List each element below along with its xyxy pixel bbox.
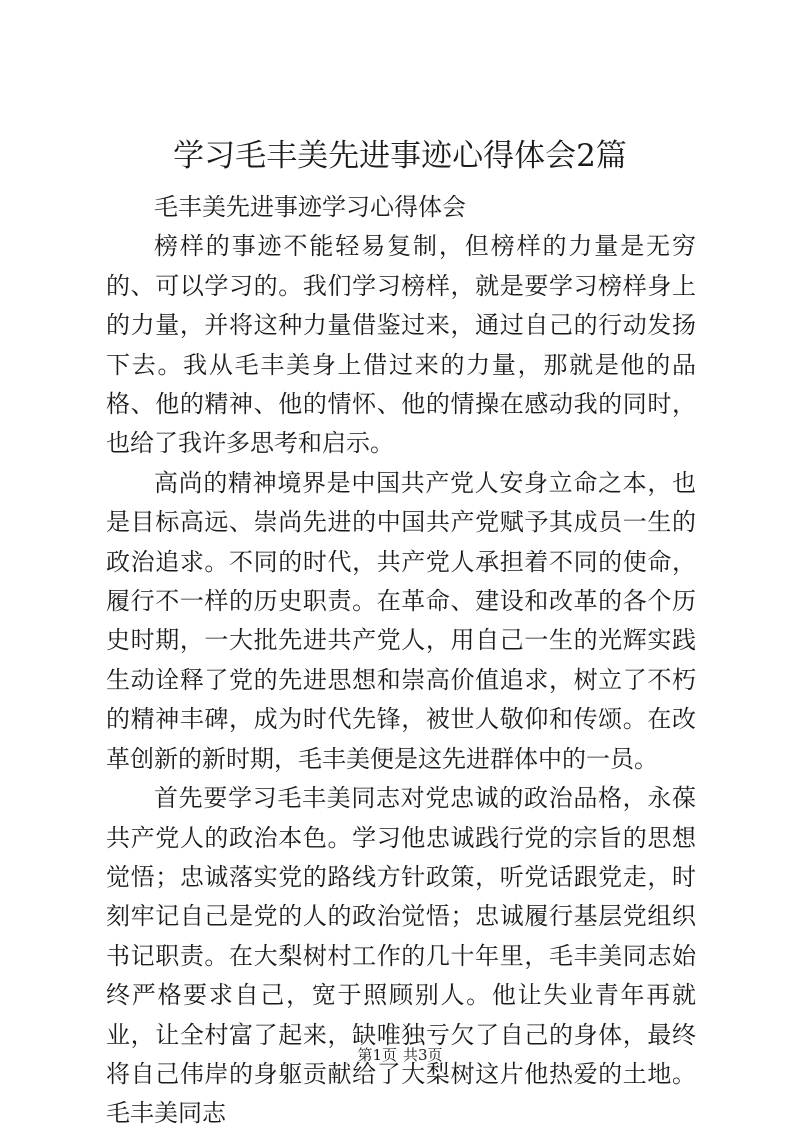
page-total: 共3页 (403, 1046, 443, 1064)
document-subtitle: 毛丰美先进事迹学习心得体会 (154, 193, 466, 221)
body-paragraph: 高尚的精神境界是中国共产党人安身立命之本，也是目标高远、崇尚先进的中国共产党赋予其成员一生的政治追求。不同的时代，共产党人承担着不同的使命，履行不一样的历史职责。在革命、建设和改革的各个历史时期，一大批先进共产党人，用自己一生的光辉实践生动诠释了党的先进思想和崇高价值追求，树立了不朽的精神丰碑，成为时代先锋，被世人敬仰和传颂。在改革创新的新时期，毛丰美便是这先进群体中的一员。 (106, 468, 696, 773)
body-paragraph: 榜样的事迹不能轻易复制，但榜样的力量是无穷的、可以学习的。我们学习榜样，就是要学习榜样身上的力量，并将这种力量借鉴过来，通过自己的行动发扬下去。我从毛丰美身上借过来的力量，那就是他的品格、他的精神、他的情怀、他的情操在感动我的同时，也给了我许多思考和启示。 (106, 232, 696, 458)
page-number: 第1页 (357, 1046, 397, 1064)
document-body (106, 188, 696, 1134)
document-title: 学习毛丰美先进事迹心得体会2篇 (173, 138, 627, 174)
body-paragraph: 首先要学习毛丰美同志对党忠诚的政治品格，永葆共产党人的政治本色。学习他忠诚践行党的宗旨的思想觉悟；忠诚落实党的路线方针政策，听党话跟党走，时刻牢记自己是党的人的政治觉悟；忠诚履行基层党组织书记职责。在大梨树村工作的几十年里，毛丰美同志始终严格要求自己，宽于照顾别人。他让失业青年再就业，让全村富了起来，缺唯独亏欠了自己的身体，最终将自己伟岸的身躯贡献给了大梨树这片他热爱的土地。毛丰美同志 (106, 784, 696, 1128)
page-footer (0, 1045, 800, 1065)
